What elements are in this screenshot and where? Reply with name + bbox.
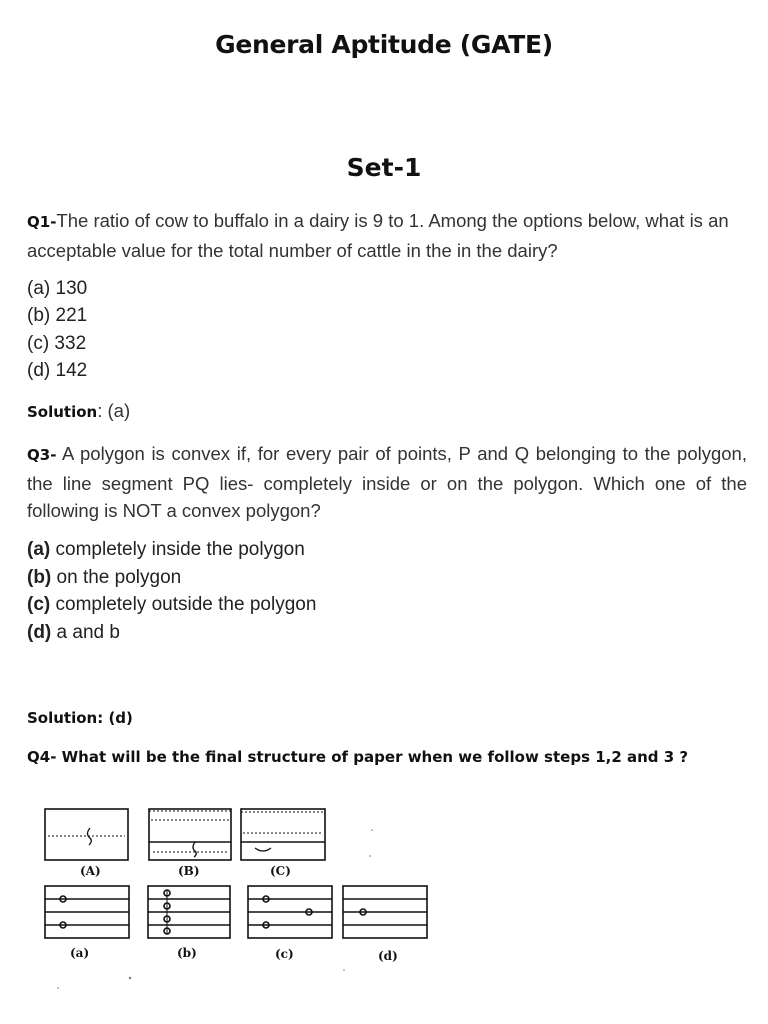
step-a-diagram <box>45 809 128 860</box>
step-a-caption: (A) <box>80 864 101 878</box>
option-a-diagram <box>45 886 129 938</box>
option-text: a and b <box>51 622 120 643</box>
option-text: on the polygon <box>51 567 182 588</box>
solution-text: Solution: (d) <box>27 709 133 727</box>
option-c-diagram <box>248 886 332 938</box>
question-1-label: Q1- <box>27 213 57 231</box>
question-3-option-a <box>27 536 305 564</box>
question-3-label: Q3- <box>27 446 57 464</box>
option-key: (d) <box>27 622 52 643</box>
option-d-caption: (d) <box>378 949 398 963</box>
question-1 <box>27 207 747 264</box>
option-key: (b) <box>27 567 52 588</box>
step-b-diagram <box>149 809 231 860</box>
solution-value: : (a) <box>97 400 131 421</box>
set-heading: Set-1 <box>346 153 422 182</box>
option-text: completely inside the polygon <box>50 539 305 560</box>
question-1-option-b: (b) 221 <box>27 305 88 326</box>
option-a-caption: (a) <box>70 946 90 960</box>
option-key: (c) <box>27 594 51 615</box>
option-key: (a) <box>27 539 51 560</box>
step-b-caption: (B) <box>178 864 200 878</box>
question-1-text: The ratio of cow to buffalo in a dairy is 9 to 1. Among the options below, what is an acceptable value for the total number of cattle in the in the dairy? <box>27 210 729 261</box>
solution-label: Solution <box>27 403 98 421</box>
option-d-diagram <box>343 886 427 938</box>
option-text: completely outside the polygon <box>50 594 317 615</box>
question-3-text: A polygon is convex if, for every pair of points, P and Q belonging to the polygon, the line segment PQ lies- completely inside or on the polygon. Which one of the following is NOT a convex polygon? <box>27 443 747 521</box>
question-1-option-a: (a) 130 <box>27 278 88 299</box>
question-3 <box>27 440 747 525</box>
question-1-solution <box>27 400 130 422</box>
question-4: Q4- What will be the final structure of paper when we follow steps 1,2 and 3 ? <box>27 748 689 766</box>
question-1-option-c: (c) 332 <box>27 333 87 354</box>
step-c-caption: (C) <box>270 864 291 878</box>
question-3-option-b <box>27 564 181 592</box>
question-3-option-d <box>27 619 120 647</box>
step-c-diagram <box>241 809 325 860</box>
option-b-diagram <box>148 886 230 938</box>
option-b-caption: (b) <box>177 946 197 960</box>
document-title: General Aptitude (GATE) <box>215 30 553 59</box>
question-3-solution <box>27 706 133 728</box>
question-3-option-c <box>27 591 316 619</box>
question-1-option-d: (d) 142 <box>27 360 88 381</box>
option-c-caption: (c) <box>275 947 294 961</box>
paper-folding-figure <box>30 790 450 1000</box>
